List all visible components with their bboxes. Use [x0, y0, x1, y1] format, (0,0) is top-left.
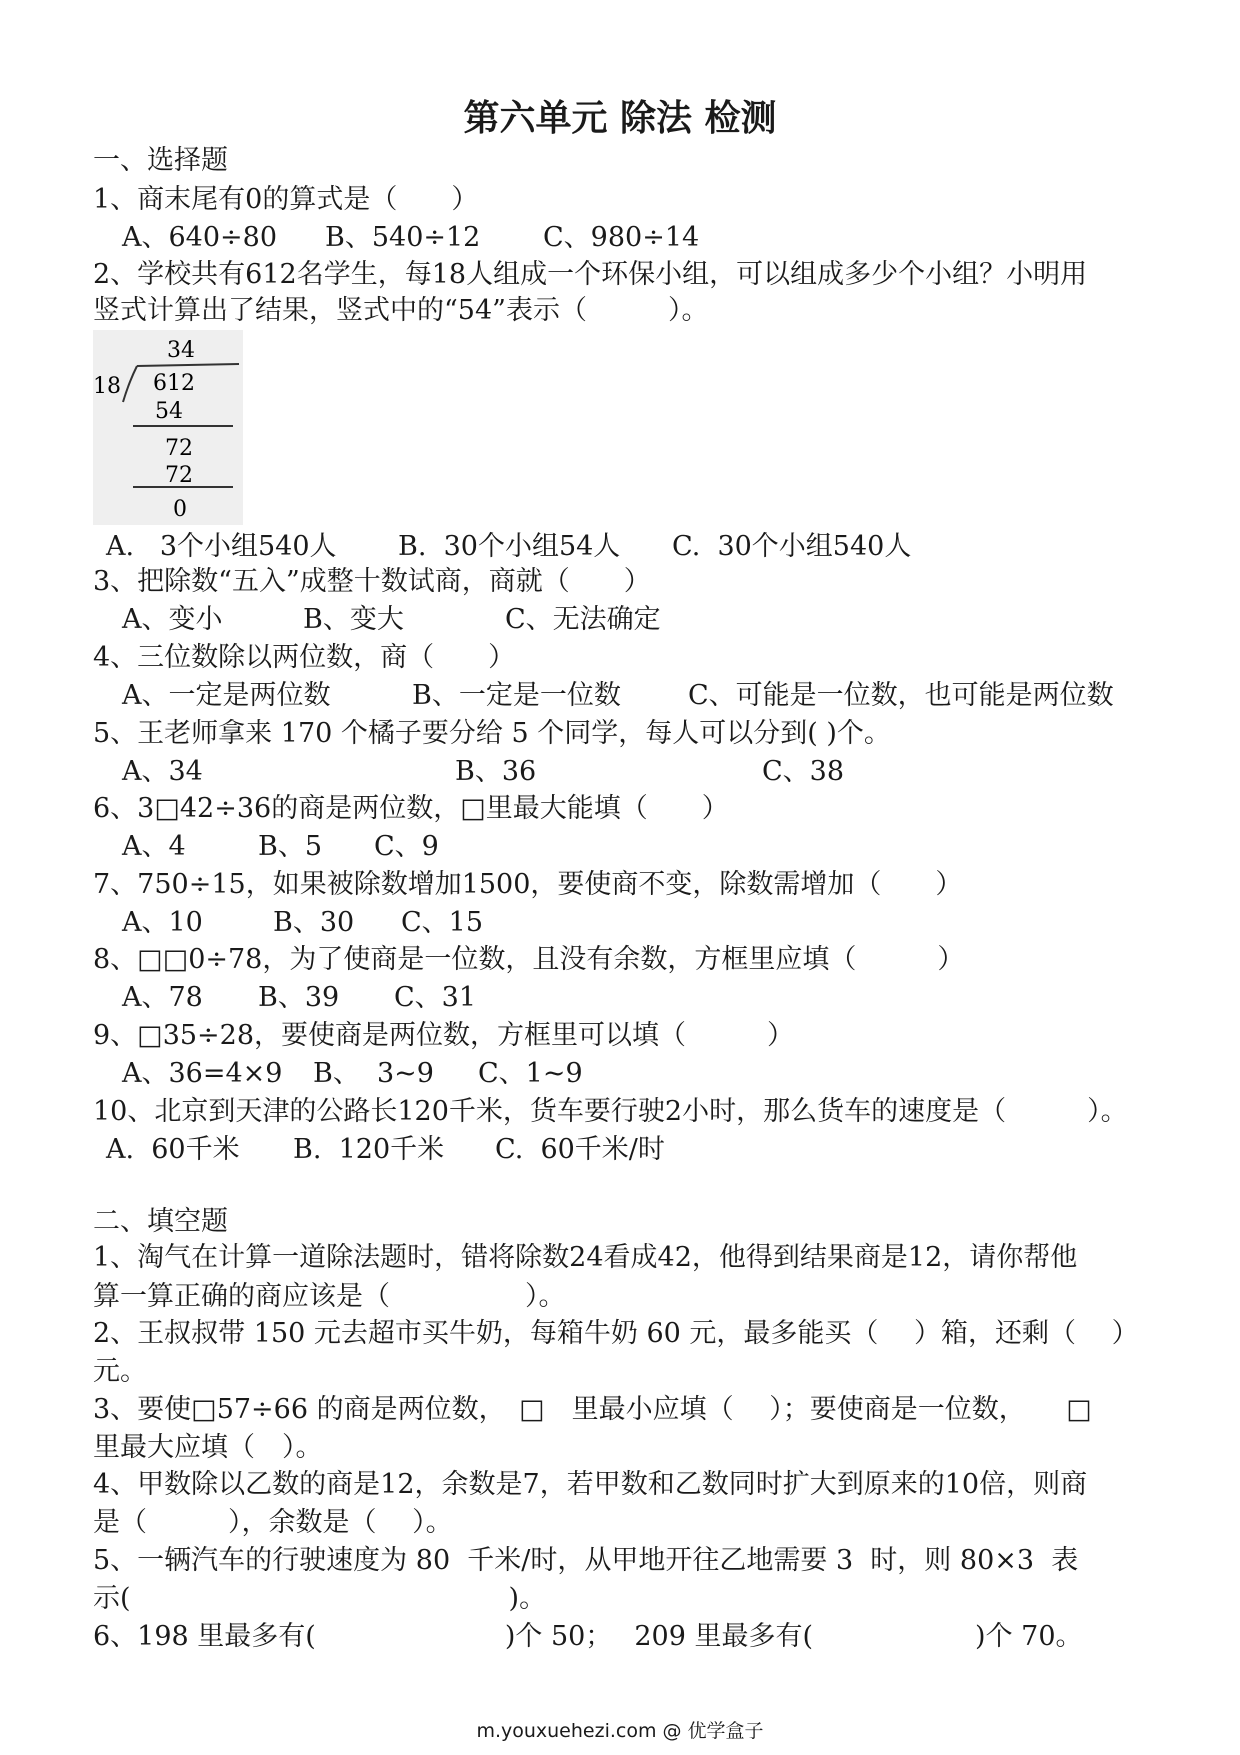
question-6-stem: 6、3□42÷36的商是两位数，□里最大能填（ ）: [93, 793, 729, 824]
question-3-stem: 3、把除数“五入”成整十数试商，商就（ ）: [93, 566, 651, 597]
question-4-stem: 4、三位数除以两位数，商（ ）: [93, 642, 516, 673]
question-7-option-a: A、10: [122, 907, 203, 938]
question-1-option-a: A、640÷80: [122, 222, 278, 253]
question-7-option-b: B、30: [273, 907, 355, 938]
question-7-stem: 7、750÷15，如果被除数增加1500，要使商不变，除数需增加（ ）: [93, 869, 963, 900]
long-division-step2: 72: [165, 463, 193, 488]
question-4-option-b: B、一定是一位数: [412, 680, 621, 711]
question-2-option-c: C. 30个小组540人: [672, 531, 912, 562]
fill-question-2-line1: 2、王叔叔带 150 元去超市买牛奶，每箱牛奶 60 元，最多能买（ ）箱，还剩（ ）: [93, 1318, 1139, 1349]
question-8-option-c: C、31: [394, 982, 477, 1013]
footer-watermark: m.youxuehezi.com @ 优学盒子: [476, 1720, 764, 1742]
question-4-option-c: C、可能是一位数，也可能是两位数: [688, 680, 1114, 711]
fill-question-3-line2: 里最大应填（ ）。: [93, 1432, 323, 1463]
question-9-option-c: C、1~9: [478, 1058, 583, 1089]
long-division-divisor: 18: [93, 374, 121, 399]
fill-question-3-line1: 3、要使□57÷66 的商是两位数， □ 里最小应填（ ）；要使商是一位数， □: [93, 1394, 1092, 1425]
fill-question-1-line2: 算一算正确的商应该是（ ）。: [93, 1281, 566, 1312]
question-5-option-a: A、34: [122, 756, 203, 787]
long-division-dividend: 612: [153, 371, 195, 396]
fill-question-5-line1: 5、一辆汽车的行驶速度为 80 千米/时，从甲地开往乙地需要 3 时，则 80×3 表: [93, 1545, 1079, 1576]
long-division-quotient: 34: [167, 338, 195, 363]
question-9-option-a: A、36=4×9: [122, 1058, 283, 1089]
long-division-final: 0: [173, 497, 187, 522]
question-10-option-b: B. 120千米: [293, 1134, 445, 1165]
long-division-step1: 54: [155, 399, 183, 424]
question-3-option-a: A、变小: [122, 604, 223, 635]
question-10-option-a: A. 60千米: [106, 1134, 240, 1165]
fill-question-4-line2: 是（ ），余数是（ ）。: [93, 1507, 453, 1538]
question-1-option-c: C、980÷14: [543, 222, 700, 253]
question-6-option-b: B、5: [258, 831, 323, 862]
question-6-option-c: C、9: [374, 831, 439, 862]
question-6-option-a: A、4: [122, 831, 186, 862]
section-heading-choice: 一、选择题: [93, 145, 228, 176]
question-9-stem: 9、□35÷28，要使商是两位数，方框里可以填（ ）: [93, 1020, 795, 1051]
long-division-remainder1: 72: [165, 436, 193, 461]
fill-question-2-line2: 元。: [93, 1356, 147, 1387]
long-division-figure: [93, 330, 243, 525]
fill-question-4-line1: 4、甲数除以乙数的商是12，余数是7，若甲数和乙数同时扩大到原来的10倍，则商: [93, 1469, 1088, 1500]
section-heading-fill-blank: 二、填空题: [93, 1206, 228, 1237]
question-2-stem-line1: 2、学校共有612名学生，每18人组成一个环保小组，可以组成多少个小组？小明用: [93, 259, 1088, 290]
question-10-stem: 10、北京到天津的公路长120千米，货车要行驶2小时，那么货车的速度是（ ）。: [93, 1096, 1128, 1127]
question-9-option-b: B、 3~9: [313, 1058, 434, 1089]
fill-question-1-line1: 1、淘气在计算一道除法题时，错将除数24看成42，他得到结果商是12，请你帮他: [93, 1242, 1078, 1273]
question-3-option-c: C、无法确定: [505, 604, 661, 635]
question-8-stem: 8、□□0÷78，为了使商是一位数，且没有余数，方框里应填（ ）: [93, 944, 965, 975]
question-4-option-a: A、一定是两位数: [122, 680, 331, 711]
question-1-option-b: B、540÷12: [325, 222, 481, 253]
fill-question-6-line1: 6、198 里最多有( )个 50； 209 里最多有( )个 70。: [93, 1621, 1083, 1652]
question-8-option-a: A、78: [122, 982, 203, 1013]
fill-question-5-line2: 示( )。: [93, 1583, 547, 1614]
question-10-option-c: C. 60千米/时: [495, 1134, 665, 1165]
question-7-option-c: C、15: [401, 907, 484, 938]
question-8-option-b: B、39: [258, 982, 340, 1013]
question-2-stem-line2: 竖式计算出了结果，竖式中的“54”表示（ ）。: [93, 295, 709, 326]
question-2-option-a: A. 3个小组540人: [106, 531, 337, 562]
question-1-stem: 1、商末尾有0的算式是（ ）: [93, 184, 479, 215]
question-3-option-b: B、变大: [303, 604, 404, 635]
page-title: 第六单元 除法 检测: [463, 97, 777, 139]
question-5-option-c: C、38: [762, 756, 845, 787]
question-5-stem: 5、王老师拿来 170 个橘子要分给 5 个同学，每人可以分到( )个。: [93, 718, 891, 749]
question-5-option-b: B、36: [455, 756, 537, 787]
question-2-option-b: B. 30个小组54人: [398, 531, 621, 562]
